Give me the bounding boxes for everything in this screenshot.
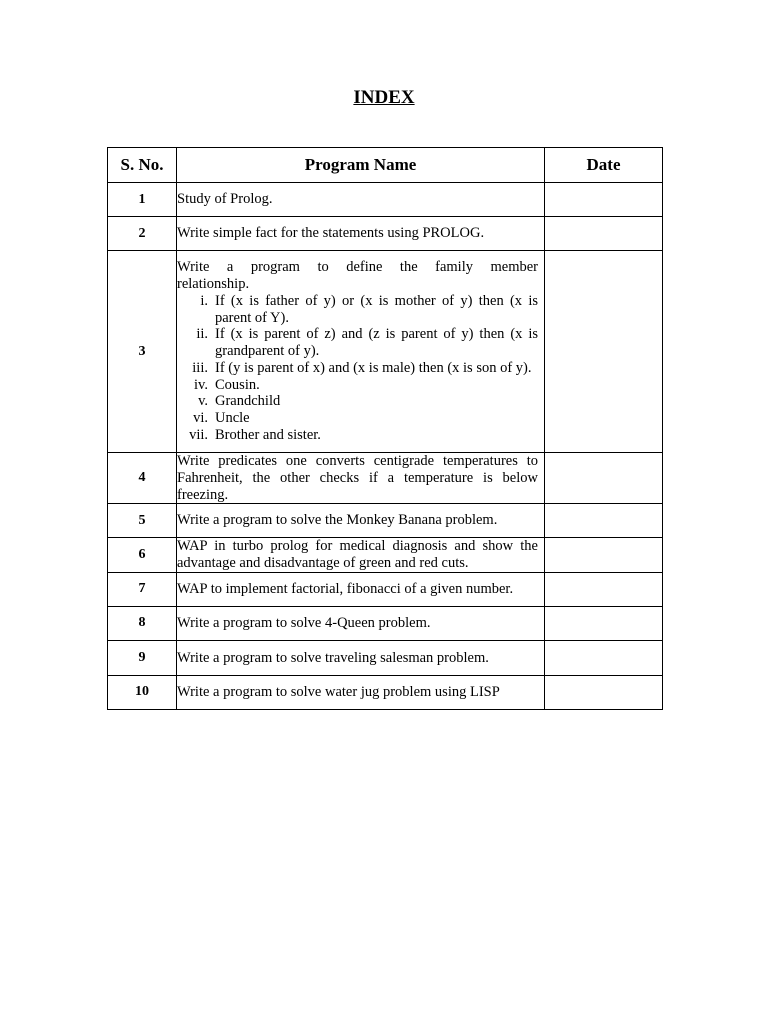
table-row xyxy=(108,606,663,640)
program-name-text: Write a program to solve water jug problem using LISP xyxy=(177,684,500,701)
list-item-number: iv. xyxy=(194,376,208,393)
program-name-text: Write a program to solve 4-Queen problem. xyxy=(177,615,431,632)
list-item-number: iii. xyxy=(192,359,208,376)
row-sno: 9 xyxy=(108,640,177,675)
row-date xyxy=(545,453,663,504)
row-program-name xyxy=(177,183,545,217)
list-item-number: v. xyxy=(198,393,208,410)
program-name-text: Study of Prolog. xyxy=(177,191,273,208)
list-item xyxy=(177,393,544,410)
program-name-text: Write predicates one converts centigrade temperatures to Fahrenheit, the other checks if a temperature is below freezing. xyxy=(177,453,538,503)
row-date xyxy=(545,538,663,573)
header-date: Date xyxy=(545,148,663,183)
index-table xyxy=(107,147,663,710)
table-row xyxy=(108,453,663,504)
list-item xyxy=(177,427,544,444)
row-date xyxy=(545,640,663,675)
table-row xyxy=(108,183,663,217)
row-sno: 4 xyxy=(108,453,177,504)
page-title: INDEX xyxy=(353,87,415,108)
row-program-name xyxy=(177,606,545,640)
list-item-text: Cousin. xyxy=(215,376,260,393)
list-item-text: Uncle xyxy=(215,410,250,427)
table-row xyxy=(108,640,663,675)
program-intro-line: Write a program to define the family member xyxy=(177,259,538,276)
row-sno: 7 xyxy=(108,572,177,606)
row-program-name xyxy=(177,675,545,709)
program-name-text: Write simple fact for the statements using PROLOG. xyxy=(177,225,485,242)
table-row xyxy=(108,675,663,709)
table-row xyxy=(108,251,663,453)
header-sno: S. No. xyxy=(108,148,177,183)
row-program-name xyxy=(177,217,545,251)
row-date xyxy=(545,675,663,709)
list-item xyxy=(177,293,544,327)
row-sno: 5 xyxy=(108,504,177,538)
list-item-number: i. xyxy=(200,292,208,309)
row-program-name xyxy=(177,251,545,453)
list-item xyxy=(177,377,544,394)
list-item-number: vii. xyxy=(189,427,208,444)
row-date xyxy=(545,217,663,251)
header-row xyxy=(108,148,663,183)
row-sno: 6 xyxy=(108,538,177,573)
row-date xyxy=(545,504,663,538)
list-item-number: vi. xyxy=(193,410,208,427)
row-program-name xyxy=(177,572,545,606)
row-date xyxy=(545,183,663,217)
list-item-number: ii. xyxy=(196,326,208,343)
list-item-text: If (x is father of y) or (x is mother of y) then (x is parent of Y). xyxy=(215,292,538,326)
list-item-text: If (y is parent of x) and (x is male) then (x is son of y). xyxy=(215,359,532,376)
list-item-text: Grandchild xyxy=(215,393,281,410)
program-name-text: Write a program to solve traveling salesman problem. xyxy=(177,649,489,666)
list-item-text: If (x is parent of z) and (z is parent of y) then (x is grandparent of y). xyxy=(215,326,538,360)
list-item xyxy=(177,410,544,427)
relationship-list xyxy=(177,293,544,444)
program-name-text: Write a program to solve the Monkey Banana problem. xyxy=(177,512,498,529)
list-item-text: Brother and sister. xyxy=(215,427,321,444)
row-sno: 8 xyxy=(108,606,177,640)
row-program-name xyxy=(177,538,545,573)
list-item xyxy=(177,360,544,377)
row-sno: 1 xyxy=(108,183,177,217)
program-intro-line: relationship. xyxy=(177,275,250,292)
row-program-name xyxy=(177,453,545,504)
row-date xyxy=(545,251,663,453)
row-sno: 2 xyxy=(108,217,177,251)
row-date xyxy=(545,572,663,606)
row-date xyxy=(545,606,663,640)
table-row xyxy=(108,217,663,251)
row-sno: 10 xyxy=(108,675,177,709)
table-row xyxy=(108,572,663,606)
program-name-text: WAP in turbo prolog for medical diagnosis and show the advantage and disadvantage of green and red cuts. xyxy=(177,538,538,572)
table-row xyxy=(108,538,663,573)
header-program-name: Program Name xyxy=(177,148,545,183)
table-row xyxy=(108,504,663,538)
list-item xyxy=(177,326,544,360)
row-program-name xyxy=(177,640,545,675)
program-name-text: WAP to implement factorial, fibonacci of a given number. xyxy=(177,581,514,598)
row-program-name xyxy=(177,504,545,538)
row-sno: 3 xyxy=(108,251,177,453)
